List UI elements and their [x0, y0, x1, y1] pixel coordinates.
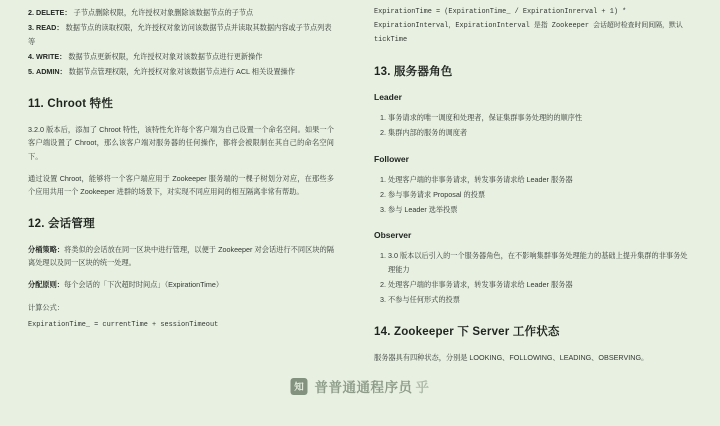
bucket-strategy-text: 将类似的会话放在同一区块中进行管理，以便于 Zookeeper 对会话进行不同区块的隔离处理以及同一区块的统一处理。	[28, 244, 334, 268]
chroot-paragraph-1: 3.2.0 版本后，添加了 Chroot 特性，该特性允许每个客户端为自己设置一个命名空间。如果一个客户端设置了 Chroot，那么该客户端对服务器的任何操作，都将会被限制在其自己的命名空间下。	[28, 125, 334, 161]
acl-item-2-term: DELETE：	[36, 8, 72, 17]
allocation-principle-paragraph	[28, 278, 334, 291]
acl-item-4-text: 数据节点更新权限，允许授权对象对该数据节点进行更新操作	[68, 52, 263, 62]
chroot-paragraph-2: 通过设置 Chroot，能够将一个客户端应用于 Zookeeper 服务端的一棵子树划分对应，在那些多个应用共用一个 Zookeeper 进群的场景下，对实现不同应用间的相互隔离非常有帮助。	[28, 174, 334, 197]
list-item: 2. 参与事务请求 Proposal 的投票	[388, 188, 694, 202]
acl-item-5-text: 数据节点管理权限，允许授权对象对该数据节点进行 ACL 相关设置操作	[68, 67, 295, 77]
left-column	[10, 6, 360, 426]
acl-item-2-text: 子节点删除权限，允许授权对象删除该数据节点的子节点	[73, 8, 254, 17]
acl-item-4-term: WRITE：	[36, 52, 67, 62]
list-item: 1. 事务请求的唯一调度和处理者，保证集群事务处理的的顺序性	[388, 111, 694, 125]
bucket-strategy-paragraph	[28, 243, 334, 270]
list-item	[28, 50, 334, 64]
follower-list	[374, 173, 694, 217]
list-item: 1. 处理客户端的非事务请求，转发事务请求给 Leader 服务器	[388, 173, 694, 187]
zhihu-logo-icon: 知	[291, 378, 308, 395]
list-item: 2. 处理客户端的非事务请求，转发事务请求给 Leader 服务器	[388, 278, 694, 292]
acl-item-5-term: ADMIN：	[36, 67, 67, 77]
acl-item-5-num: 5.	[28, 67, 34, 77]
list-item: 3. 不参与任何形式的投票	[388, 293, 694, 307]
session-expiration-formula: ExpirationTime_ = currentTime + sessionTimeout	[28, 320, 219, 329]
acl-item-3-term: READ：	[36, 23, 64, 33]
heading-server-work-state: 14. Zookeeper 下 Server 工作状态	[374, 325, 560, 338]
observer-list	[374, 249, 694, 307]
allocation-principle-text: 每个会话的「下次超时时间点」（ExpirationTime）	[63, 280, 224, 290]
leader-list	[374, 111, 694, 140]
heading-server-roles: 13. 服务器角色	[374, 66, 453, 79]
heading-observer: Observer	[374, 229, 412, 240]
list-item	[28, 6, 334, 20]
watermark-suffix: 乎	[415, 380, 430, 395]
list-item: 1. 3.0 版本以后引入的一个服务器角色，在不影响集群事务处理能力的基础上提升集群的非事务处理能力	[388, 249, 694, 277]
heading-leader: Leader	[374, 92, 402, 103]
bucket-strategy-term: 分桶策略：	[28, 244, 65, 254]
right-column	[360, 6, 710, 426]
watermark-text: 普普通通程序员	[314, 380, 413, 395]
formula-label: 计算公式：	[28, 302, 64, 312]
heading-session-management: 12. 会话管理	[28, 217, 95, 230]
list-item	[28, 21, 334, 49]
list-item: 3. 参与 Leader 选举投票	[388, 203, 694, 217]
server-state-paragraph: 服务器具有四种状态，分别是 LOOKING、FOLLOWING、LEADING、OBSERVING。	[374, 352, 649, 362]
acl-item-2-num: 2.	[28, 8, 34, 17]
list-item: 2. 集群内部的服务的调度者	[388, 126, 694, 140]
heading-follower: Follower	[374, 153, 409, 164]
acl-permission-list	[28, 6, 334, 79]
acl-item-4-num: 4.	[28, 52, 34, 62]
acl-item-3-text: 数据节点的读取权限，允许授权对象访问该数据节点并读取其数据内容或子节点列表等	[28, 23, 332, 47]
heading-chroot: 11. Chroot 特性	[28, 98, 114, 111]
allocation-principle-term: 分配原则：	[28, 280, 64, 290]
acl-item-3-num: 3.	[28, 23, 34, 33]
list-item	[28, 65, 334, 79]
expiration-time-formula-block: ExpirationTime = (ExpirationTime_ / ExpirationInrerval + 1) * ExpirationInterval，ExpirationInterval 是指 Zookeeper 会话超时检查时间间隔，默认 tickTime	[374, 8, 683, 44]
